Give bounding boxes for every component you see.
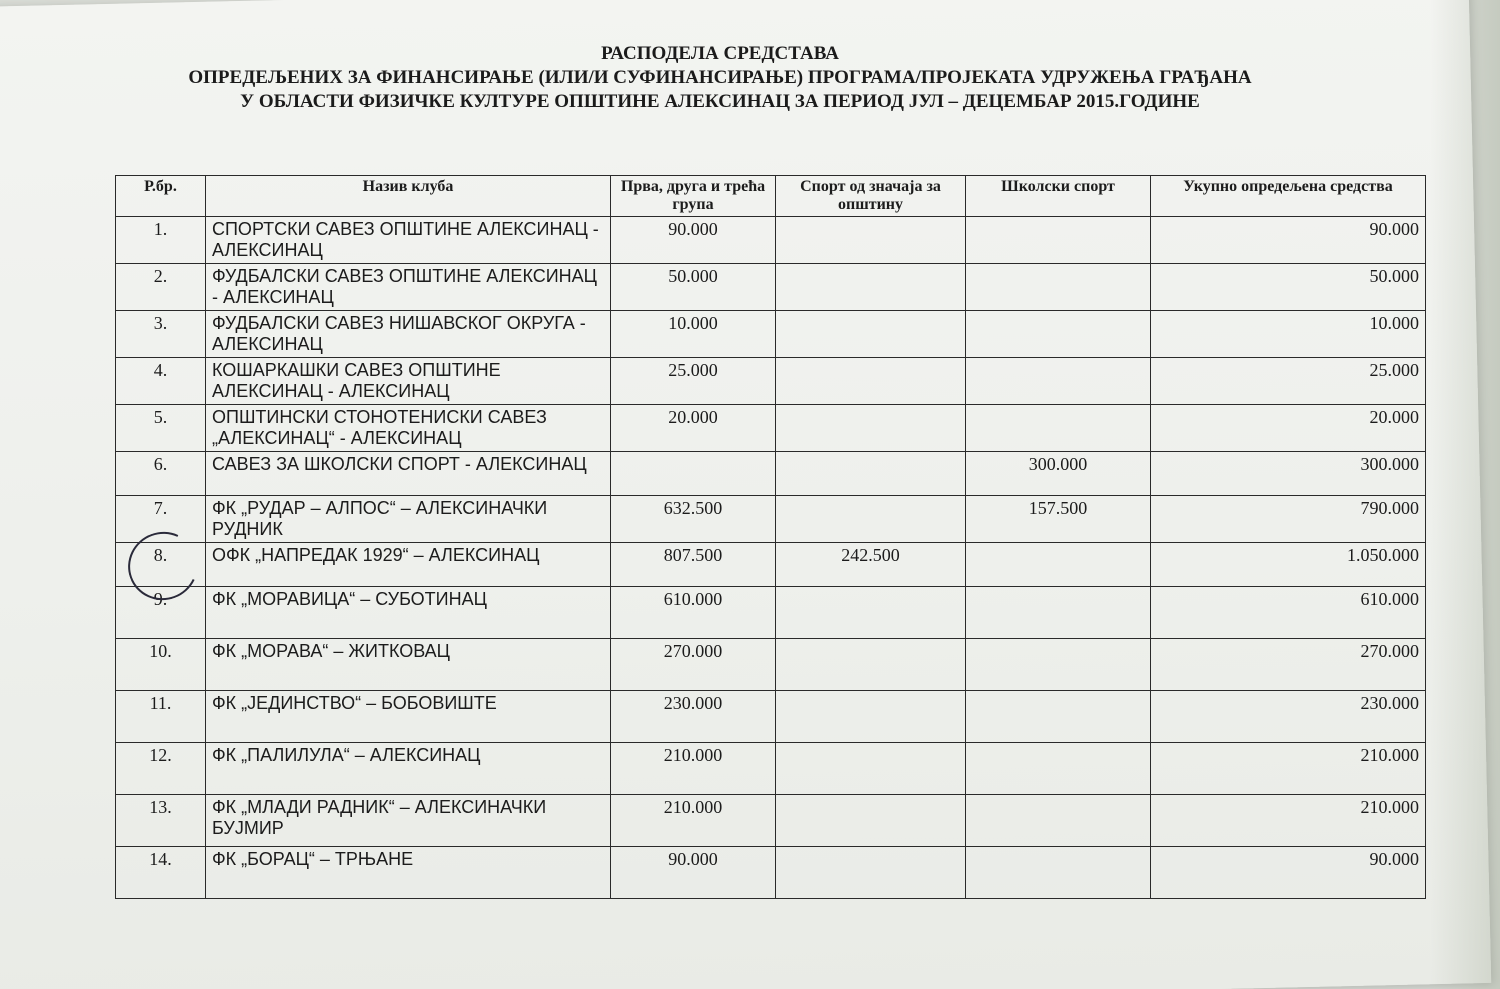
group-amount [611, 452, 776, 496]
club-name: ФУДБАЛСКИ САВЕЗ ОПШТИНЕ АЛЕКСИНАЦ - АЛЕКСИНАЦ [206, 264, 611, 311]
school-sport-amount [966, 311, 1151, 358]
row-number: 14. [116, 847, 206, 899]
row-number: 5. [116, 405, 206, 452]
heading-line-3: У ОБЛАСТИ ФИЗИЧКЕ КУЛТУРЕ ОПШТИНЕ АЛЕКСИНАЦ ЗА ПЕРИОД ЈУЛ – ДЕЦЕМБАР 2015.ГОДИНЕ [240, 91, 1200, 112]
row-number: 9. [116, 587, 206, 639]
municipal-sport-amount [776, 743, 966, 795]
school-sport-amount [966, 405, 1151, 452]
row-number: 6. [116, 452, 206, 496]
club-name: ФК „ПАЛИЛУЛА“ – АЛЕКСИНАЦ [206, 743, 611, 795]
school-sport-amount [966, 847, 1151, 899]
table-row [116, 358, 1426, 405]
total-amount: 610.000 [1151, 587, 1426, 639]
club-name: ФК „БОРАЦ“ – ТРЊАНЕ [206, 847, 611, 899]
table-row [116, 452, 1426, 496]
club-name: КОШАРКАШКИ САВЕЗ ОПШТИНЕ АЛЕКСИНАЦ - АЛЕКСИНАЦ [206, 358, 611, 405]
row-number: 8. [116, 543, 206, 587]
club-name: ФУДБАЛСКИ САВЕЗ НИШАВСКОГ ОКРУГА - АЛЕКСИНАЦ [206, 311, 611, 358]
col-header-number: Р.бр. [116, 176, 206, 217]
club-name: СПОРТСКИ САВЕЗ ОПШТИНЕ АЛЕКСИНАЦ - АЛЕКСИНАЦ [206, 217, 611, 264]
row-number: 10. [116, 639, 206, 691]
group-amount: 20.000 [611, 405, 776, 452]
row-number: 13. [116, 795, 206, 847]
school-sport-amount: 157.500 [966, 496, 1151, 543]
row-number: 4. [116, 358, 206, 405]
municipal-sport-amount [776, 795, 966, 847]
municipal-sport-amount [776, 217, 966, 264]
table-row [116, 217, 1426, 264]
group-amount: 25.000 [611, 358, 776, 405]
total-amount: 10.000 [1151, 311, 1426, 358]
table-header-row [116, 176, 1426, 217]
club-name: ФК „ЈЕДИНСТВО“ – БОБОВИШТЕ [206, 691, 611, 743]
club-name: ФК „МЛАДИ РАДНИК“ – АЛЕКСИНАЧКИ БУЈМИР [206, 795, 611, 847]
municipal-sport-amount [776, 847, 966, 899]
group-amount: 10.000 [611, 311, 776, 358]
municipal-sport-amount [776, 405, 966, 452]
table-row [116, 639, 1426, 691]
row-number: 12. [116, 743, 206, 795]
table-body [116, 217, 1426, 899]
col-header-school-sport: Школски спорт [966, 176, 1151, 217]
club-name: ОПШТИНСКИ СТОНОТЕНИСКИ САВЕЗ „АЛЕКСИНАЦ“ - АЛЕКСИНАЦ [206, 405, 611, 452]
table-row [116, 405, 1426, 452]
school-sport-amount [966, 795, 1151, 847]
table-row [116, 847, 1426, 899]
municipal-sport-amount [776, 264, 966, 311]
row-number: 11. [116, 691, 206, 743]
table-row [116, 743, 1426, 795]
table-row [116, 691, 1426, 743]
municipal-sport-amount [776, 452, 966, 496]
school-sport-amount [966, 543, 1151, 587]
row-number: 7. [116, 496, 206, 543]
total-amount: 270.000 [1151, 639, 1426, 691]
school-sport-amount: 300.000 [966, 452, 1151, 496]
school-sport-amount [966, 217, 1151, 264]
group-amount: 230.000 [611, 691, 776, 743]
municipal-sport-amount: 242.500 [776, 543, 966, 587]
heading-line-2: ОПРЕДЕЉЕНИХ ЗА ФИНАНСИРАЊЕ (ИЛИ/И СУФИНАНСИРАЊЕ) ПРОГРАМА/ПРОЈЕКАТА УДРУЖЕЊА ГРАЂАНА [188, 67, 1252, 88]
group-amount: 90.000 [611, 847, 776, 899]
group-amount: 270.000 [611, 639, 776, 691]
table-row [116, 587, 1426, 639]
total-amount: 790.000 [1151, 496, 1426, 543]
col-header-club-name: Назив клуба [206, 176, 611, 217]
group-amount: 210.000 [611, 743, 776, 795]
club-name: ФК „МОРАВИЦА“ – СУБОТИНАЦ [206, 587, 611, 639]
table-row [116, 496, 1426, 543]
allocation-table [115, 175, 1426, 899]
total-amount: 1.050.000 [1151, 543, 1426, 587]
group-amount: 632.500 [611, 496, 776, 543]
group-amount: 90.000 [611, 217, 776, 264]
total-amount: 210.000 [1151, 795, 1426, 847]
club-name: ОФК „НАПРЕДАК 1929“ – АЛЕКСИНАЦ [206, 543, 611, 587]
heading-line-1: РАСПОДЕЛА СРЕДСТАВА [601, 43, 839, 64]
club-name: ФК „МОРАВА“ – ЖИТКОВАЦ [206, 639, 611, 691]
col-header-group: Прва, друга и трећа група [611, 176, 776, 217]
group-amount: 210.000 [611, 795, 776, 847]
group-amount: 610.000 [611, 587, 776, 639]
table-row [116, 264, 1426, 311]
total-amount: 50.000 [1151, 264, 1426, 311]
col-header-total: Укупно опредељена средства [1151, 176, 1426, 217]
group-amount: 807.500 [611, 543, 776, 587]
total-amount: 210.000 [1151, 743, 1426, 795]
table-row [116, 311, 1426, 358]
school-sport-amount [966, 264, 1151, 311]
school-sport-amount [966, 639, 1151, 691]
row-number: 3. [116, 311, 206, 358]
col-header-municipal-sport: Спорт од значаја за општину [776, 176, 966, 217]
club-name: ФК „РУДАР – АЛПОС“ – АЛЕКСИНАЧКИ РУДНИК [206, 496, 611, 543]
municipal-sport-amount [776, 639, 966, 691]
municipal-sport-amount [776, 358, 966, 405]
total-amount: 230.000 [1151, 691, 1426, 743]
group-amount: 50.000 [611, 264, 776, 311]
table-row [116, 795, 1426, 847]
total-amount: 25.000 [1151, 358, 1426, 405]
school-sport-amount [966, 743, 1151, 795]
school-sport-amount [966, 587, 1151, 639]
row-number: 1. [116, 217, 206, 264]
total-amount: 90.000 [1151, 217, 1426, 264]
total-amount: 300.000 [1151, 452, 1426, 496]
total-amount: 90.000 [1151, 847, 1426, 899]
document-heading [120, 42, 1320, 114]
school-sport-amount [966, 358, 1151, 405]
row-number: 2. [116, 264, 206, 311]
municipal-sport-amount [776, 311, 966, 358]
school-sport-amount [966, 691, 1151, 743]
municipal-sport-amount [776, 691, 966, 743]
total-amount: 20.000 [1151, 405, 1426, 452]
municipal-sport-amount [776, 496, 966, 543]
table-row [116, 543, 1426, 587]
club-name: САВЕЗ ЗА ШКОЛСКИ СПОРТ - АЛЕКСИНАЦ [206, 452, 611, 496]
municipal-sport-amount [776, 587, 966, 639]
